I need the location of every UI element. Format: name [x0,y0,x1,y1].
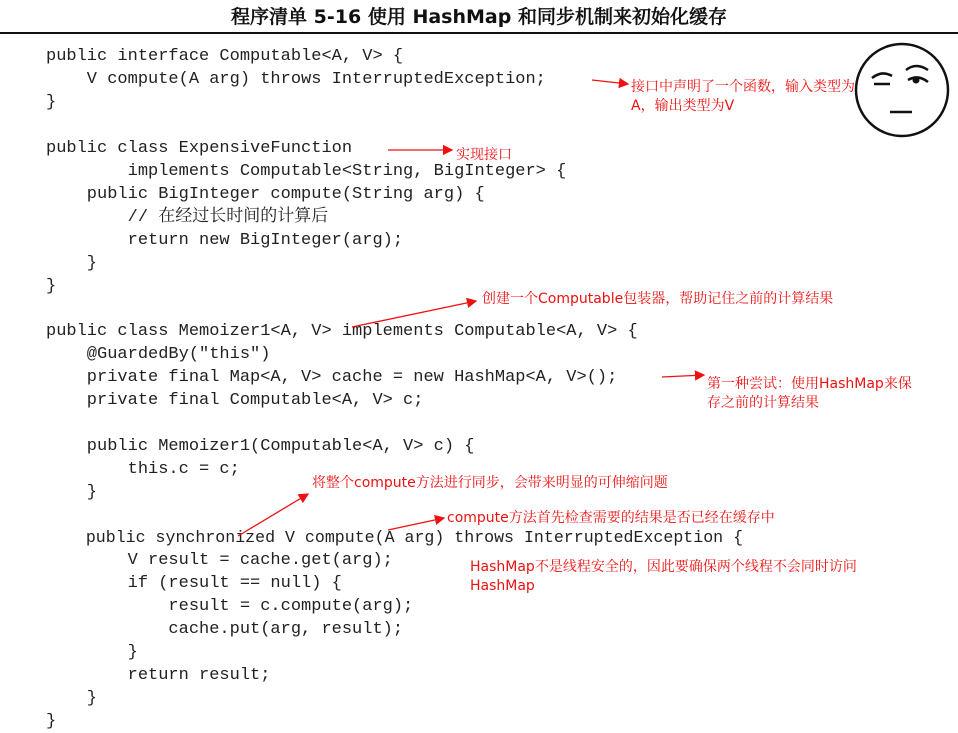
arrow-hashmap-cache [662,375,704,377]
arrow-interface [592,80,628,84]
code-line: public Memoizer1(Computable<A, V> c) { [46,437,475,456]
note-line: 存之前的计算结果 [707,395,819,411]
code-line: } [46,93,57,112]
note-cache-check: compute方法首先检查需要的结果是否已经在缓存中 [447,510,775,526]
code-line: if (result == null) { [46,574,342,593]
note-synchronized: 将整个compute方法进行同步，会带来明显的可伸缩问题 [312,475,668,491]
code-line: } [46,483,98,502]
code-line: } [46,254,98,273]
code-line: // 在经过长时间的计算后 [46,208,329,227]
note-wrapper: 创建一个Computable包装器，帮助记住之前的计算结果 [482,291,834,307]
code-line: @GuardedBy("this") [46,345,271,364]
note-line: 第一种尝试：使用HashMap来保 [707,376,912,392]
note-line: HashMap [470,578,535,594]
code-line: } [46,712,57,731]
code-line: this.c = c; [46,460,240,479]
code-line: public interface Computable<A, V> { [46,47,404,66]
code-line: public class Memoizer1<A, V> implements Computable<A, V> { [46,322,638,341]
arrow-cache-check [388,518,444,530]
code-line: } [46,643,138,662]
arrow-synchronized [238,494,308,536]
note-interface-function [631,78,855,116]
listing-title: 程序清单 5-16 使用 HashMap 和同步机制来初始化缓存 [231,6,727,28]
code-line: implements Computable<String, BigInteger> { [46,162,567,181]
code-line: public BigInteger compute(String arg) { [46,185,485,204]
code-line: result = c.compute(arg); [46,597,414,616]
code-line: cache.put(arg, result); [46,620,404,639]
code-line: V compute(A arg) throws InterruptedException; [46,70,546,89]
code-line: return new BigInteger(arg); [46,231,404,250]
code-line: return result; [46,666,271,685]
note-thread-safety [470,558,857,596]
code-line: private final Map<A, V> cache = new HashMap<A, V>(); [46,368,618,387]
arrow-wrapper [352,301,476,327]
code-line: public synchronized V compute(A arg) throws InterruptedException { [46,528,744,547]
note-line: 接口中声明了一个函数，输入类型为 [631,79,855,95]
note-hashmap-cache [707,375,912,413]
code-line: V result = cache.get(arg); [46,551,393,570]
face-sketch-icon [850,40,954,140]
code-line: } [46,277,57,296]
note-line: A，输出类型为V [631,98,735,114]
note-implements: 实现接口 [456,147,512,163]
note-line: HashMap不是线程安全的，因此要确保两个线程不会同时访问 [470,559,857,575]
code-line: private final Computable<A, V> c; [46,391,424,410]
code-line: } [46,689,98,708]
code-line: public class ExpensiveFunction [46,139,353,158]
